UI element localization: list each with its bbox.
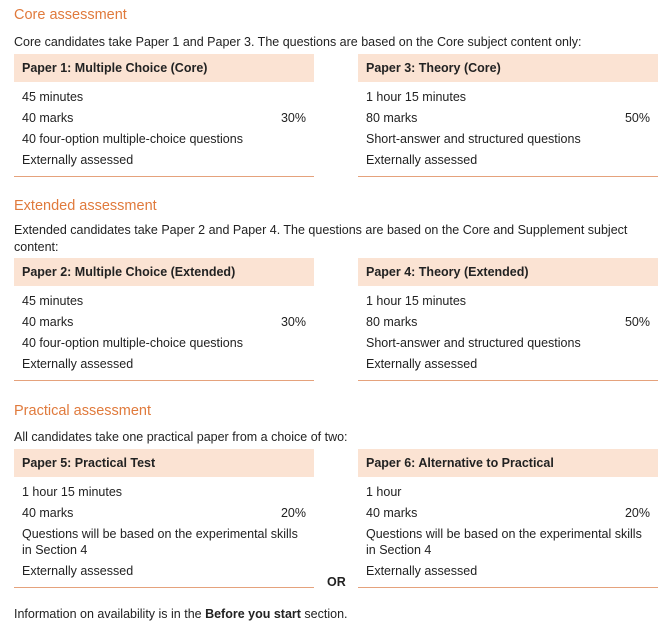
paper-1-title: Paper 1: Multiple Choice (Core): [14, 54, 314, 82]
practical-assessment-heading: Practical assessment: [14, 403, 151, 419]
paper-4-duration: 1 hour 15 minutes: [366, 294, 467, 308]
paper-3-assessed: Externally assessed: [366, 153, 478, 167]
paper-6-assessed: Externally assessed: [366, 564, 478, 578]
paper-3-weight: 50%: [624, 111, 650, 125]
paper-3-format: Short-answer and structured questions: [366, 132, 581, 146]
paper-2-box: [14, 258, 314, 381]
paper-4-weight: 50%: [624, 315, 650, 329]
core-assessment-heading: Core assessment: [14, 7, 127, 23]
availability-note-suffix: section.: [300, 607, 348, 621]
paper-6-duration: 1 hour: [366, 485, 402, 499]
extended-assessment-section: [14, 197, 654, 371]
paper-1-box: [14, 54, 314, 177]
core-assessment-intro: Core candidates take Paper 1 and Paper 3. The questions are based on the Core subject content only:: [14, 35, 582, 49]
paper-4-title: Paper 4: Theory (Extended): [358, 258, 658, 286]
paper-3-marks-line: [358, 110, 658, 126]
paper-4-box: [358, 258, 658, 381]
paper-1-assessed: Externally assessed: [22, 153, 134, 167]
paper-4-marks: 80 marks: [366, 315, 418, 329]
paper-2-format: 40 four-option multiple-choice questions: [22, 336, 243, 350]
availability-note-prefix: Information on availability is in the: [14, 607, 206, 621]
paper-6-box: [358, 449, 658, 588]
paper-3-title: Paper 3: Theory (Core): [358, 54, 658, 82]
paper-6-weight: 20%: [624, 506, 650, 520]
paper-5-assessed: Externally assessed: [22, 564, 134, 578]
practical-assessment-section: [14, 402, 654, 589]
paper-1-format: 40 four-option multiple-choice questions: [22, 132, 243, 146]
before-you-start-label: Before you start: [205, 607, 301, 621]
paper-1-weight: 30%: [280, 111, 306, 125]
paper-2-weight: 30%: [280, 315, 306, 329]
paper-2-marks: 40 marks: [22, 315, 74, 329]
paper-5-weight: 20%: [280, 506, 306, 520]
paper-5-box: [14, 449, 314, 588]
practical-assessment-intro: All candidates take one practical paper from a choice of two:: [14, 430, 348, 444]
paper-6-title: Paper 6: Alternative to Practical: [358, 449, 658, 477]
paper-2-assessed: Externally assessed: [22, 357, 134, 371]
extended-assessment-intro: Extended candidates take Paper 2 and Paper 4. The questions are based on the Core and Supplement subject content:: [14, 223, 628, 254]
paper-5-marks-line: [14, 505, 314, 521]
paper-4-assessed: Externally assessed: [366, 357, 478, 371]
paper-5-marks: 40 marks: [22, 506, 74, 520]
availability-note: [14, 606, 348, 622]
extended-assessment-heading: Extended assessment: [14, 198, 157, 214]
paper-2-title: Paper 2: Multiple Choice (Extended): [14, 258, 314, 286]
paper-2-duration: 45 minutes: [22, 294, 84, 308]
paper-5-duration: 1 hour 15 minutes: [22, 485, 123, 499]
core-assessment-section: [14, 6, 654, 167]
or-label: OR: [327, 575, 346, 589]
paper-2-marks-line: [14, 314, 314, 330]
paper-3-marks: 80 marks: [366, 111, 418, 125]
paper-3-box: [358, 54, 658, 177]
paper-4-format: Short-answer and structured questions: [366, 336, 581, 350]
paper-6-marks-line: [358, 505, 658, 521]
paper-6-marks: 40 marks: [366, 506, 418, 520]
paper-4-marks-line: [358, 314, 658, 330]
paper-1-marks-line: [14, 110, 314, 126]
paper-5-format: Questions will be based on the experimental skills in Section 4: [22, 527, 298, 557]
paper-1-marks: 40 marks: [22, 111, 74, 125]
paper-6-format: Questions will be based on the experimental skills in Section 4: [366, 527, 642, 557]
paper-1-duration: 45 minutes: [22, 90, 84, 104]
paper-3-duration: 1 hour 15 minutes: [366, 90, 467, 104]
paper-5-title: Paper 5: Practical Test: [14, 449, 314, 477]
